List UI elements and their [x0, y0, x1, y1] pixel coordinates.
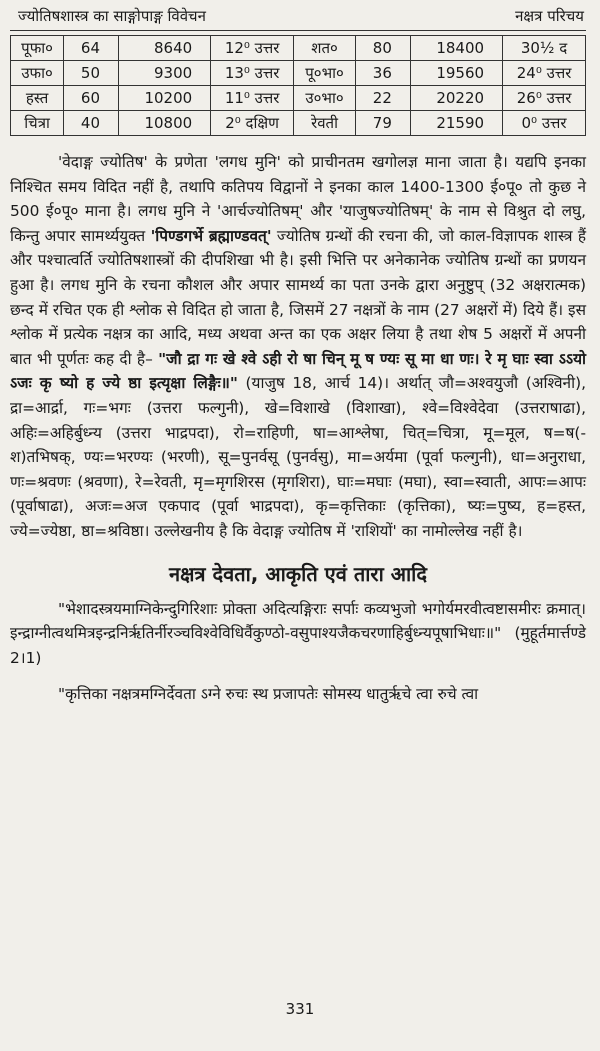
table-cell: 19560 — [410, 61, 502, 86]
table-cell: 50 — [64, 61, 119, 86]
para-text-b: ज्योतिष ग्रन्थों की रचना की, जो काल-विज्ञापक शास्त्र हैं और पश्चात्वर्ति ज्योतिषशास्त्रों की दीपशिखा भी है। इसी भित्ति पर अनेकानेक ज्योतिष ग्रन्थों का प्रणयन हुआ है। लगध मुनि के रचना कौशल और अपार सामर्थ्य का पता उनके द्वारा अनुष्टुप् (32 अक्षरात्मक) छन्द में रचित एक ही श्लोक से विदित हो जाता है, जिसमें 27 नक्षत्रों के नाम (27 अक्षरों में) दिये हैं। इस श्लोक में प्रत्येक नक्षत्र का आदि, मध्य अथवा अन्त का एक अक्षर लिया है तथा शेष 5 अक्षरों में अपनी बात भी पूर्णतः कह दी है– — [10, 226, 587, 368]
table-row — [11, 111, 586, 136]
table-cell: पू०भा० — [294, 61, 356, 86]
table-cell: 2⁰ दक्षिण — [211, 111, 294, 136]
running-header — [10, 6, 586, 31]
table-cell: 9300 — [119, 61, 211, 86]
table-cell: हस्त — [11, 86, 64, 111]
para-text-c: (याजुष 18, आर्च 14)। अर्थात् जौ=अश्वयुजौ (अश्विनी), द्रा=आर्द्रा, गः=भगः (उत्तरा फल्गुनी), खे=विशाखे (विशाखा), श्वे=विश्वेदेवा (उत्तराषाढा), अहिः=अहिर्बुध्न्य (उत्तरा भाद्रपदा), रो=राहिणी, षा=आश्लेषा, चित्=चित्रा, मू=मूल, ष=ष(-श)तभिषक्, ण्यः=भरण्यः (भरणी), सू=पुनर्वसू (पुनर्वसु), मा=अर्यमा (पूर्वा फल्गुनी), धा=अनुराधा, णः=श्रवणः (श्रवणा), रे=रेवती, मृ=मृगशिरस (मृगशिरा), घाः=मघाः (मघा), स्वा=स्वाती, आपः=आपः (पूर्वाषाढा), अजः=अज एकपाद (पूर्वा भाद्रपदा), कृ=कृत्तिकाः (कृत्तिका), ष्यः=पुष्य, ह=हस्त, ज्ये=ज्येष्ठा, ष्ठा=श्रविष्ठा। उल्लेखनीय है कि वेदाङ्ग ज्योतिष में 'राशियों' का नामोल्लेख नहीं है। — [10, 374, 586, 540]
nakshatra-table — [10, 35, 586, 136]
verse-krittika: "कृत्तिका नक्षत्रमग्निर्देवता ऽग्ने रुचः स्थ प्रजापतेः सोमस्य धातुर्ऋचे त्वा रुचे त्वा — [58, 685, 479, 704]
table-cell: 80 — [356, 36, 411, 61]
section-heading: नक्षत्र देवता, आकृति एवं तारा आदि — [169, 561, 427, 586]
table-cell: 64 — [64, 36, 119, 61]
para-text-a: 'वेदाङ्ग ज्योतिष' के प्रणेता 'लगध मुनि' को प्राचीनतम खगोलज्ञ माना जाता है। यद्यपि इनका निश्चित समय विदित नहीं है, तथापि कतिपय विद्वानों ने इनका काल 1400-1300 ई०पू० तो कुछ ने 500 ई०पू० माना है। लगध मुनि ने 'आर्चज्योतिषम्' और 'याजुषज्योतिषम्' के नाम से विश्रुत दो लघु, किन्तु अपार सामर्थ्ययुक्त — [10, 153, 586, 245]
table-cell: 21590 — [410, 111, 502, 136]
header-chapter-title: नक्षत्र परिचय — [515, 7, 584, 25]
table-cell: 11⁰ उत्तर — [211, 86, 294, 111]
paragraph-vedanga-jyotisha — [10, 150, 586, 544]
table-row — [11, 36, 586, 61]
table-cell: 10200 — [119, 86, 211, 111]
table-cell: 26⁰ उत्तर — [503, 86, 586, 111]
table-cell: 12⁰ उत्तर — [211, 36, 294, 61]
table-cell: 8640 — [119, 36, 211, 61]
table-cell: 24⁰ उत्तर — [503, 61, 586, 86]
verse-muhurta-martanda: "भेशादस्त्रयमाग्निकेन्दुगिरिशाः प्रोक्ता अदित्यङ्गिराः सर्पाः कव्यभुजो भगोर्यमरवीत्वष्टासमीरः क्रमात्। इन्द्राग्नीत्वथमित्रइन्द्रनिर्ऋतिर्नीरञ्चविश्वेविधिर्वैकुण्ठो-वसुपाश्यजैकचरणाहिर्बुध्न्यपूषाभिधाः॥" (मुहूर्तमार्त्तण्डे 2।1) — [10, 599, 586, 667]
table-cell: 40 — [64, 111, 119, 136]
para-bold-a: 'पिण्डगर्भे ब्रह्माण्डवत्' — [150, 226, 272, 245]
table-cell: 30½ द — [503, 36, 586, 61]
page-number: 331 — [285, 1000, 315, 1018]
table-cell: शत० — [294, 36, 356, 61]
table-cell: 79 — [356, 111, 411, 136]
table-cell: 20220 — [410, 86, 502, 111]
table-cell: 60 — [64, 86, 119, 111]
table-cell: 13⁰ उत्तर — [211, 61, 294, 86]
table-row — [11, 61, 586, 86]
table-cell: 10800 — [119, 111, 211, 136]
table-cell: पूफा० — [11, 36, 64, 61]
table-cell: 22 — [356, 86, 411, 111]
table-row — [11, 86, 586, 111]
table-cell: उ०भा० — [294, 86, 356, 111]
table-cell: रेवती — [294, 111, 356, 136]
main-text — [10, 150, 586, 544]
table-cell: उफा० — [11, 61, 64, 86]
table-cell: 18400 — [410, 36, 502, 61]
table-cell: 36 — [356, 61, 411, 86]
table-cell: चित्रा — [11, 111, 64, 136]
nakshatra-shloka: "जौ द्रा गः खे श्वे ऽही रो षा चिन् मू ष ण्यः सू मा धा णः। रे मृ घाः स्वा ऽऽयो ऽजः कृ ष्यो ह ज्ये ष्ठा इत्यृक्षा लिङ्गैः॥" — [10, 349, 586, 393]
header-book-title: ज्योतिषशास्त्र का साङ्गोपाङ्ग विवेचन — [18, 7, 206, 25]
table-cell: 0⁰ उत्तर — [503, 111, 586, 136]
